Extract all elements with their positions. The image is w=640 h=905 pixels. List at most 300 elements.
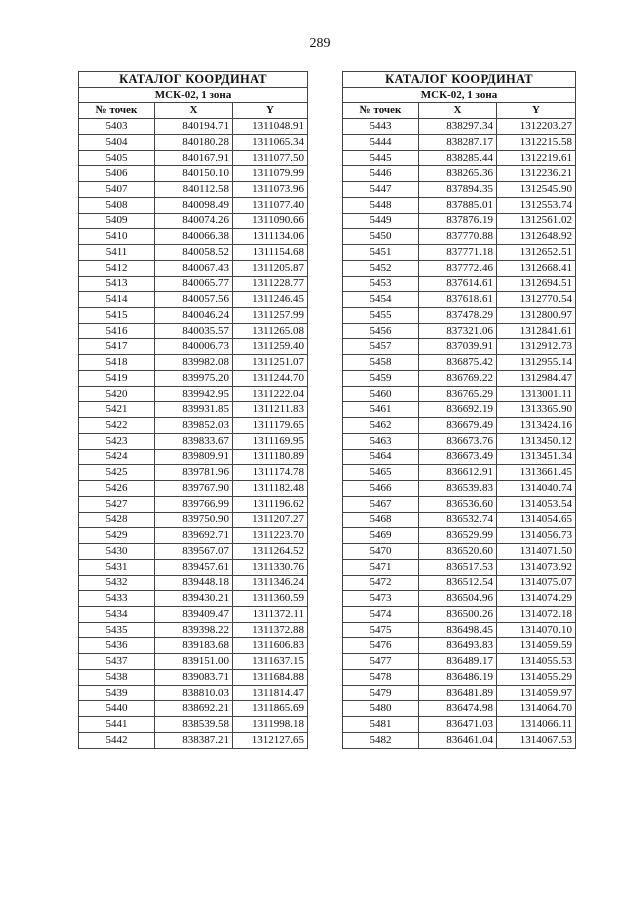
- table-row: [343, 260, 576, 276]
- y-coordinate-cell: 1313451.34: [497, 449, 576, 465]
- table-row: [343, 386, 576, 402]
- point-number-cell: 5448: [343, 197, 419, 213]
- table-row: [79, 245, 308, 261]
- y-coordinate-cell: 1314064.70: [497, 701, 576, 717]
- point-number-cell: 5472: [343, 575, 419, 591]
- y-coordinate-cell: 1312668.41: [497, 260, 576, 276]
- table-row: [79, 260, 308, 276]
- point-number-cell: 5468: [343, 512, 419, 528]
- table-row: [343, 717, 576, 733]
- table-row: [343, 245, 576, 261]
- x-coordinate-cell: 837614.61: [419, 276, 497, 292]
- point-number-cell: 5477: [343, 654, 419, 670]
- y-coordinate-cell: 1311077.40: [233, 197, 308, 213]
- x-coordinate-cell: 836520.60: [419, 544, 497, 560]
- y-coordinate-cell: 1311207.27: [233, 512, 308, 528]
- y-coordinate-cell: 1314059.97: [497, 685, 576, 701]
- x-coordinate-cell: 837321.06: [419, 323, 497, 339]
- table-row: [79, 213, 308, 229]
- coordinate-catalog-table-right: [342, 71, 576, 749]
- x-coordinate-cell: 839975.20: [155, 370, 233, 386]
- point-number-cell: 5470: [343, 544, 419, 560]
- point-number-cell: 5429: [79, 528, 155, 544]
- x-coordinate-cell: 836493.83: [419, 638, 497, 654]
- table-row: [79, 717, 308, 733]
- y-coordinate-cell: 1311205.87: [233, 260, 308, 276]
- table-row: [79, 669, 308, 685]
- x-coordinate-cell: 839750.90: [155, 512, 233, 528]
- y-coordinate-cell: 1311169.95: [233, 433, 308, 449]
- point-number-cell: 5474: [343, 606, 419, 622]
- x-coordinate-cell: 839833.67: [155, 433, 233, 449]
- point-number-cell: 5465: [343, 465, 419, 481]
- table-row: [79, 292, 308, 308]
- point-number-cell: 5466: [343, 481, 419, 497]
- table-row: [343, 669, 576, 685]
- y-coordinate-cell: 1314055.29: [497, 669, 576, 685]
- y-coordinate-cell: 1311222.04: [233, 386, 308, 402]
- y-coordinate-cell: 1312215.58: [497, 134, 576, 150]
- point-number-cell: 5451: [343, 245, 419, 261]
- point-number-cell: 5482: [343, 732, 419, 748]
- y-coordinate-cell: 1311065.34: [233, 134, 308, 150]
- y-coordinate-cell: 1314074.29: [497, 591, 576, 607]
- table-row: [343, 166, 576, 182]
- table-row: [79, 150, 308, 166]
- y-coordinate-cell: 1311134.06: [233, 229, 308, 245]
- x-coordinate-cell: 838287.17: [419, 134, 497, 150]
- table-row: [343, 229, 576, 245]
- y-coordinate-cell: 1311257.99: [233, 308, 308, 324]
- x-coordinate-cell: 840065.77: [155, 276, 233, 292]
- point-number-cell: 5454: [343, 292, 419, 308]
- y-coordinate-cell: 1314073.92: [497, 559, 576, 575]
- y-coordinate-cell: 1313365.90: [497, 402, 576, 418]
- x-coordinate-cell: 836486.19: [419, 669, 497, 685]
- x-coordinate-cell: 838810.03: [155, 685, 233, 701]
- y-coordinate-cell: 1311180.89: [233, 449, 308, 465]
- x-coordinate-cell: 836500.26: [419, 606, 497, 622]
- point-number-cell: 5417: [79, 339, 155, 355]
- x-coordinate-cell: 836692.19: [419, 402, 497, 418]
- y-coordinate-cell: 1314072.18: [497, 606, 576, 622]
- coordinate-system-zone: МСК-02, 1 зона: [79, 87, 308, 103]
- y-coordinate-cell: 1312236.21: [497, 166, 576, 182]
- y-coordinate-cell: 1314071.50: [497, 544, 576, 560]
- table-row: [343, 276, 576, 292]
- table-row: [343, 512, 576, 528]
- x-coordinate-cell: 839781.96: [155, 465, 233, 481]
- y-coordinate-cell: 1314059.59: [497, 638, 576, 654]
- point-number-cell: 5426: [79, 481, 155, 497]
- point-number-cell: 5441: [79, 717, 155, 733]
- y-coordinate-cell: 1311865.69: [233, 701, 308, 717]
- table-row: [343, 559, 576, 575]
- table-row: [343, 402, 576, 418]
- point-number-cell: 5464: [343, 449, 419, 465]
- y-coordinate-cell: 1311077.50: [233, 150, 308, 166]
- table-row: [343, 119, 576, 135]
- column-header-y: Y: [497, 103, 576, 119]
- x-coordinate-cell: 836539.83: [419, 481, 497, 497]
- table-row: [79, 418, 308, 434]
- point-number-cell: 5479: [343, 685, 419, 701]
- column-header-point-number: № точек: [79, 103, 155, 119]
- point-number-cell: 5431: [79, 559, 155, 575]
- y-coordinate-cell: 1311637.15: [233, 654, 308, 670]
- x-coordinate-cell: 840150.10: [155, 166, 233, 182]
- catalog-title: КАТАЛОГ КООРДИНАТ: [343, 72, 576, 88]
- x-coordinate-cell: 840074.26: [155, 213, 233, 229]
- table-row: [343, 418, 576, 434]
- y-coordinate-cell: 1312545.90: [497, 182, 576, 198]
- table-row: [79, 339, 308, 355]
- point-number-cell: 5416: [79, 323, 155, 339]
- table-row: [79, 701, 308, 717]
- point-number-cell: 5458: [343, 355, 419, 371]
- table-row: [343, 355, 576, 371]
- x-coordinate-cell: 836673.76: [419, 433, 497, 449]
- point-number-cell: 5430: [79, 544, 155, 560]
- x-coordinate-cell: 839151.00: [155, 654, 233, 670]
- point-number-cell: 5404: [79, 134, 155, 150]
- x-coordinate-cell: 837770.88: [419, 229, 497, 245]
- table-row: [343, 465, 576, 481]
- table-row: [79, 544, 308, 560]
- point-number-cell: 5480: [343, 701, 419, 717]
- point-number-cell: 5444: [343, 134, 419, 150]
- y-coordinate-cell: 1313450.12: [497, 433, 576, 449]
- table-row: [79, 229, 308, 245]
- table-row: [79, 591, 308, 607]
- y-coordinate-cell: 1314070.10: [497, 622, 576, 638]
- point-number-cell: 5481: [343, 717, 419, 733]
- x-coordinate-cell: 838387.21: [155, 732, 233, 748]
- y-coordinate-cell: 1311814.47: [233, 685, 308, 701]
- x-coordinate-cell: 836471.03: [419, 717, 497, 733]
- point-number-cell: 5412: [79, 260, 155, 276]
- x-coordinate-cell: 839183.68: [155, 638, 233, 654]
- point-number-cell: 5408: [79, 197, 155, 213]
- x-coordinate-cell: 836517.53: [419, 559, 497, 575]
- point-number-cell: 5432: [79, 575, 155, 591]
- page-number: 289: [309, 36, 331, 51]
- point-number-cell: 5418: [79, 355, 155, 371]
- x-coordinate-cell: 840046.24: [155, 308, 233, 324]
- x-coordinate-cell: 839430.21: [155, 591, 233, 607]
- x-coordinate-cell: 838297.34: [419, 119, 497, 135]
- table-row: [79, 528, 308, 544]
- x-coordinate-cell: 836474.98: [419, 701, 497, 717]
- x-coordinate-cell: 838285.44: [419, 150, 497, 166]
- point-number-cell: 5421: [79, 402, 155, 418]
- point-number-cell: 5467: [343, 496, 419, 512]
- y-coordinate-cell: 1311998.18: [233, 717, 308, 733]
- x-coordinate-cell: 839852.03: [155, 418, 233, 434]
- point-number-cell: 5422: [79, 418, 155, 434]
- point-number-cell: 5434: [79, 606, 155, 622]
- x-coordinate-cell: 840058.52: [155, 245, 233, 261]
- point-number-cell: 5456: [343, 323, 419, 339]
- y-coordinate-cell: 1311090.66: [233, 213, 308, 229]
- y-coordinate-cell: 1314075.07: [497, 575, 576, 591]
- table-row: [343, 654, 576, 670]
- point-number-cell: 5435: [79, 622, 155, 638]
- table-row: [343, 496, 576, 512]
- y-coordinate-cell: 1311684.88: [233, 669, 308, 685]
- point-number-cell: 5460: [343, 386, 419, 402]
- point-number-cell: 5437: [79, 654, 155, 670]
- table-row: [79, 496, 308, 512]
- x-coordinate-cell: 837885.01: [419, 197, 497, 213]
- table-row: [343, 182, 576, 198]
- x-coordinate-cell: 839931.85: [155, 402, 233, 418]
- point-number-cell: 5413: [79, 276, 155, 292]
- x-coordinate-cell: 840006.73: [155, 339, 233, 355]
- table-row: [79, 465, 308, 481]
- column-header-x: X: [155, 103, 233, 119]
- column-header-x: X: [419, 103, 497, 119]
- point-number-cell: 5436: [79, 638, 155, 654]
- table-row: [343, 308, 576, 324]
- table-row: [79, 622, 308, 638]
- point-number-cell: 5452: [343, 260, 419, 276]
- x-coordinate-cell: 840194.71: [155, 119, 233, 135]
- table-row: [343, 591, 576, 607]
- table-row: [79, 638, 308, 654]
- table-row: [343, 622, 576, 638]
- y-coordinate-cell: 1311244.70: [233, 370, 308, 386]
- point-number-cell: 5419: [79, 370, 155, 386]
- table-row: [79, 182, 308, 198]
- x-coordinate-cell: 840112.58: [155, 182, 233, 198]
- point-number-cell: 5427: [79, 496, 155, 512]
- y-coordinate-cell: 1312203.27: [497, 119, 576, 135]
- y-coordinate-cell: 1311048.91: [233, 119, 308, 135]
- y-coordinate-cell: 1311360.59: [233, 591, 308, 607]
- x-coordinate-cell: 836461.04: [419, 732, 497, 748]
- table-row: [343, 685, 576, 701]
- point-number-cell: 5455: [343, 308, 419, 324]
- y-coordinate-cell: 1311174.78: [233, 465, 308, 481]
- y-coordinate-cell: 1314053.54: [497, 496, 576, 512]
- table-row: [79, 166, 308, 182]
- x-coordinate-cell: 840180.28: [155, 134, 233, 150]
- y-coordinate-cell: 1314040.74: [497, 481, 576, 497]
- y-coordinate-cell: 1314054.65: [497, 512, 576, 528]
- y-coordinate-cell: 1312984.47: [497, 370, 576, 386]
- coordinate-catalog-table-left: [78, 71, 308, 749]
- table-row: [79, 370, 308, 386]
- catalog-title: КАТАЛОГ КООРДИНАТ: [79, 72, 308, 88]
- y-coordinate-cell: 1312841.61: [497, 323, 576, 339]
- table-row: [79, 685, 308, 701]
- y-coordinate-cell: 1312652.51: [497, 245, 576, 261]
- table-row: [343, 449, 576, 465]
- y-coordinate-cell: 1311179.65: [233, 418, 308, 434]
- y-coordinate-cell: 1311372.88: [233, 622, 308, 638]
- point-number-cell: 5478: [343, 669, 419, 685]
- y-coordinate-cell: 1311346.24: [233, 575, 308, 591]
- table-row: [79, 512, 308, 528]
- y-coordinate-cell: 1311211.83: [233, 402, 308, 418]
- point-number-cell: 5439: [79, 685, 155, 701]
- x-coordinate-cell: 836498.45: [419, 622, 497, 638]
- x-coordinate-cell: 839766.99: [155, 496, 233, 512]
- x-coordinate-cell: 836673.49: [419, 449, 497, 465]
- y-coordinate-cell: 1313661.45: [497, 465, 576, 481]
- x-coordinate-cell: 836765.29: [419, 386, 497, 402]
- table-row: [79, 276, 308, 292]
- point-number-cell: 5415: [79, 308, 155, 324]
- x-coordinate-cell: 839567.07: [155, 544, 233, 560]
- point-number-cell: 5459: [343, 370, 419, 386]
- y-coordinate-cell: 1314055.53: [497, 654, 576, 670]
- table-row: [343, 638, 576, 654]
- table-row: [343, 197, 576, 213]
- x-coordinate-cell: 836769.22: [419, 370, 497, 386]
- table-row: [79, 481, 308, 497]
- x-coordinate-cell: 836489.17: [419, 654, 497, 670]
- y-coordinate-cell: 1311079.99: [233, 166, 308, 182]
- table-row: [79, 606, 308, 622]
- x-coordinate-cell: 836529.99: [419, 528, 497, 544]
- point-number-cell: 5433: [79, 591, 155, 607]
- y-coordinate-cell: 1312800.97: [497, 308, 576, 324]
- x-coordinate-cell: 838265.36: [419, 166, 497, 182]
- x-coordinate-cell: 836612.91: [419, 465, 497, 481]
- y-coordinate-cell: 1312561.02: [497, 213, 576, 229]
- point-number-cell: 5475: [343, 622, 419, 638]
- table-row: [343, 433, 576, 449]
- y-coordinate-cell: 1312648.92: [497, 229, 576, 245]
- table-row: [343, 575, 576, 591]
- coordinate-system-zone: МСК-02, 1 зона: [343, 87, 576, 103]
- point-number-cell: 5463: [343, 433, 419, 449]
- x-coordinate-cell: 838539.58: [155, 717, 233, 733]
- table-row: [343, 323, 576, 339]
- y-coordinate-cell: 1312955.14: [497, 355, 576, 371]
- y-coordinate-cell: 1312912.73: [497, 339, 576, 355]
- point-number-cell: 5411: [79, 245, 155, 261]
- x-coordinate-cell: 836481.89: [419, 685, 497, 701]
- point-number-cell: 5453: [343, 276, 419, 292]
- point-number-cell: 5443: [343, 119, 419, 135]
- table-row: [79, 323, 308, 339]
- y-coordinate-cell: 1312127.65: [233, 732, 308, 748]
- point-number-cell: 5405: [79, 150, 155, 166]
- x-coordinate-cell: 837894.35: [419, 182, 497, 198]
- x-coordinate-cell: 839448.18: [155, 575, 233, 591]
- column-header-point-number: № точек: [343, 103, 419, 119]
- x-coordinate-cell: 836679.49: [419, 418, 497, 434]
- y-coordinate-cell: 1311372.11: [233, 606, 308, 622]
- y-coordinate-cell: 1311330.76: [233, 559, 308, 575]
- point-number-cell: 5476: [343, 638, 419, 654]
- table-row: [343, 370, 576, 386]
- y-coordinate-cell: 1311073.96: [233, 182, 308, 198]
- point-number-cell: 5410: [79, 229, 155, 245]
- point-number-cell: 5423: [79, 433, 155, 449]
- table-row: [343, 292, 576, 308]
- table-row: [79, 402, 308, 418]
- x-coordinate-cell: 837478.29: [419, 308, 497, 324]
- point-number-cell: 5407: [79, 182, 155, 198]
- x-coordinate-cell: 836512.54: [419, 575, 497, 591]
- y-coordinate-cell: 1311606.83: [233, 638, 308, 654]
- y-coordinate-cell: 1311264.52: [233, 544, 308, 560]
- point-number-cell: 5461: [343, 402, 419, 418]
- point-number-cell: 5406: [79, 166, 155, 182]
- point-number-cell: 5424: [79, 449, 155, 465]
- point-number-cell: 5445: [343, 150, 419, 166]
- y-coordinate-cell: 1311265.08: [233, 323, 308, 339]
- point-number-cell: 5447: [343, 182, 419, 198]
- table-row: [79, 308, 308, 324]
- y-coordinate-cell: 1312553.74: [497, 197, 576, 213]
- x-coordinate-cell: 837039.91: [419, 339, 497, 355]
- x-coordinate-cell: 839083.71: [155, 669, 233, 685]
- x-coordinate-cell: 837618.61: [419, 292, 497, 308]
- y-coordinate-cell: 1311182.48: [233, 481, 308, 497]
- table-row: [79, 119, 308, 135]
- point-number-cell: 5414: [79, 292, 155, 308]
- y-coordinate-cell: 1313001.11: [497, 386, 576, 402]
- table-row: [343, 339, 576, 355]
- x-coordinate-cell: 836532.74: [419, 512, 497, 528]
- y-coordinate-cell: 1314056.73: [497, 528, 576, 544]
- x-coordinate-cell: 839409.47: [155, 606, 233, 622]
- table-row: [79, 386, 308, 402]
- point-number-cell: 5420: [79, 386, 155, 402]
- x-coordinate-cell: 839457.61: [155, 559, 233, 575]
- y-coordinate-cell: 1311251.07: [233, 355, 308, 371]
- table-row: [79, 197, 308, 213]
- table-row: [79, 355, 308, 371]
- table-row: [79, 433, 308, 449]
- table-row: [79, 654, 308, 670]
- table-row: [79, 559, 308, 575]
- x-coordinate-cell: 836536.60: [419, 496, 497, 512]
- x-coordinate-cell: 837876.19: [419, 213, 497, 229]
- point-number-cell: 5438: [79, 669, 155, 685]
- x-coordinate-cell: 836504.96: [419, 591, 497, 607]
- point-number-cell: 5442: [79, 732, 155, 748]
- y-coordinate-cell: 1311196.62: [233, 496, 308, 512]
- point-number-cell: 5450: [343, 229, 419, 245]
- point-number-cell: 5446: [343, 166, 419, 182]
- x-coordinate-cell: 839398.22: [155, 622, 233, 638]
- x-coordinate-cell: 838692.21: [155, 701, 233, 717]
- y-coordinate-cell: 1311228.77: [233, 276, 308, 292]
- y-coordinate-cell: 1311154.68: [233, 245, 308, 261]
- y-coordinate-cell: 1311223.70: [233, 528, 308, 544]
- table-row: [343, 732, 576, 748]
- point-number-cell: 5403: [79, 119, 155, 135]
- y-coordinate-cell: 1314066.11: [497, 717, 576, 733]
- x-coordinate-cell: 840057.56: [155, 292, 233, 308]
- y-coordinate-cell: 1314067.53: [497, 732, 576, 748]
- x-coordinate-cell: 837772.46: [419, 260, 497, 276]
- table-row: [343, 528, 576, 544]
- point-number-cell: 5469: [343, 528, 419, 544]
- y-coordinate-cell: 1311246.45: [233, 292, 308, 308]
- table-row: [343, 213, 576, 229]
- x-coordinate-cell: 840098.49: [155, 197, 233, 213]
- table-row: [343, 481, 576, 497]
- y-coordinate-cell: 1312219.61: [497, 150, 576, 166]
- x-coordinate-cell: 839767.90: [155, 481, 233, 497]
